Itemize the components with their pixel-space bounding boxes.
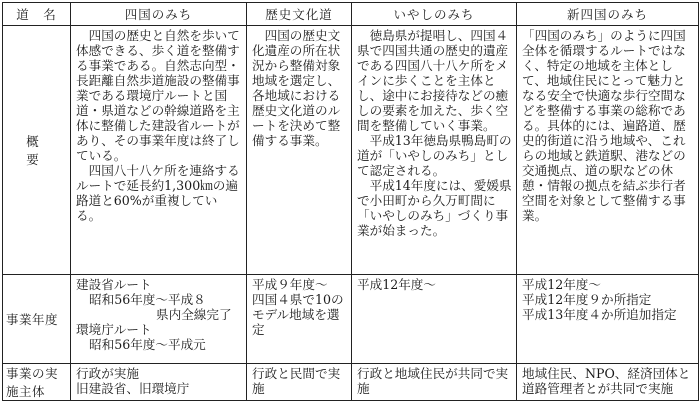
years-label: 事業年度 bbox=[3, 275, 71, 364]
summary-shikoku-no-michi bbox=[71, 26, 247, 275]
years-col2-line2: 四国４県で10のモデル地域を選定 bbox=[252, 292, 344, 337]
years-col3-line1: 平成12年度～ bbox=[357, 277, 436, 292]
years-col4-line3: 平成13年度４か所追加指定 bbox=[522, 307, 677, 322]
implementer-row bbox=[3, 364, 699, 401]
header-iyashi-no-michi: いやしのみち bbox=[352, 3, 517, 26]
years-col4-line1: 平成12年度～ bbox=[522, 277, 601, 292]
summary-row bbox=[3, 26, 699, 275]
summary-label: 概 要 bbox=[3, 26, 71, 275]
implementer-shikoku-no-michi bbox=[71, 364, 247, 401]
implementer-rekishi-bunka-michi bbox=[247, 364, 352, 401]
implementer-shin-shikoku-no-michi bbox=[517, 364, 699, 401]
years-rekishi-bunka-michi bbox=[247, 275, 352, 364]
implementer-col1-line2: 旧建設省、旧環境庁 bbox=[76, 381, 190, 396]
years-shin-shikoku-no-michi bbox=[517, 275, 699, 364]
summary-iyashi-no-michi bbox=[352, 26, 517, 275]
header-shikoku-no-michi: 四国のみち bbox=[71, 3, 247, 26]
implementer-col3-line1: 行政と地域住民が共同で実施 bbox=[357, 366, 509, 396]
years-col1-line3: 県内全線完了 bbox=[156, 307, 232, 322]
summary-col3-para1: 徳島県が提唱し、四国４県で四国共通の歴史的遺産である四国八十八ケ所をメインに歩くことを主体とし、途中にお接待などの癒しの要素を加えた、歩く空間を整備していく事業。 bbox=[357, 28, 509, 133]
years-col2-line1: 平成９年度～ bbox=[252, 277, 328, 292]
header-rekishi-bunka-michi: 歴史文化道 bbox=[247, 3, 352, 26]
summary-col1-para1: 四国の歴史と自然を歩いて体感できる、歩く道を整備する事業である。自然志向型・長距離自然歩道施設の整備事業である環境庁ルートと国道・県道などの幹線道路を主体に整備した建設省ルートがあり、その事業年度は終了している。 bbox=[76, 28, 240, 163]
years-iyashi-no-michi bbox=[352, 275, 517, 364]
years-row bbox=[3, 275, 699, 364]
summary-shin-shikoku-no-michi bbox=[517, 26, 699, 275]
header-row bbox=[3, 3, 699, 26]
years-col1-line5: 昭和56年度～平成元 bbox=[89, 337, 206, 352]
comparison-table bbox=[2, 2, 699, 401]
header-shin-shikoku-no-michi: 新四国のみち bbox=[517, 3, 699, 26]
implementer-col2-line1: 行政と民間で実施 bbox=[252, 366, 341, 396]
implementer-iyashi-no-michi bbox=[352, 364, 517, 401]
implementer-label: 事業の実施主体 bbox=[3, 364, 71, 401]
header-corner: 道 名 bbox=[3, 3, 71, 26]
years-col1-line4: 環境庁ルート bbox=[76, 322, 152, 337]
summary-col3-para3: 平成14年度には、愛媛県で小田町から久万町間に「いやしのみち」づくり事業が始まった。 bbox=[357, 178, 512, 238]
summary-rekishi-bunka-michi bbox=[247, 26, 352, 275]
summary-col1-para2: 四国八十八ケ所を連絡するルートで延長約1,300㎞の遍路道と60%が重複している。 bbox=[76, 163, 240, 223]
summary-col2-para1: 四国の歴史文化遺産の所在状況から整備対象地域を選定し、各地域における歴史文化道のルートを決めて整備する事業。 bbox=[252, 28, 341, 148]
years-col4-line2: 平成12年度９か所指定 bbox=[522, 292, 652, 307]
years-col1-line2: 昭和56年度～平成８ bbox=[89, 292, 206, 307]
years-shikoku-no-michi bbox=[71, 275, 247, 364]
summary-col3-para2: 平成13年徳島県鴨島町の道が「いやしのみち」として認定される。 bbox=[357, 133, 512, 178]
years-col1-line1: 建設省ルート bbox=[76, 277, 152, 292]
summary-col4-para1: 「四国のみち」のように四国全体を循環するルートではなく、特定の地域を主体として、地域住民にとって魅力となる安全で快適な歩行空間などを整備する事業の総称である。具体的には、遍路道、歴史的街道に沿う地域や、これらの地域と鉄道駅、港などの交通拠点、道の駅などの休憩・情報の拠点を結ぶ歩行者空間を対象として整備する事業。 bbox=[522, 28, 686, 223]
implementer-col4-line1: 地域住民、NPO、経済団体と道路管理者とが共同で実施 bbox=[522, 366, 691, 396]
implementer-col1-line1: 行政が実施 bbox=[76, 366, 139, 381]
